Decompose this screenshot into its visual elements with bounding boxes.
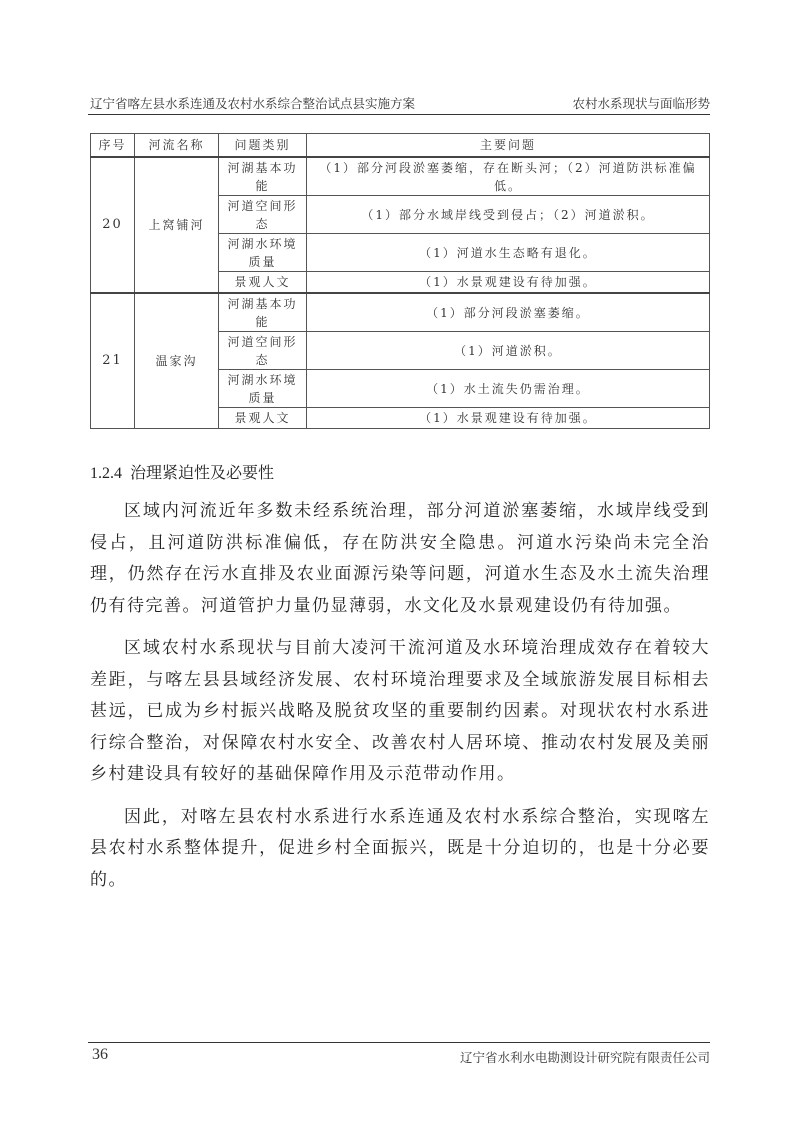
section-title-text: 治理紧迫性及必要性 [130,463,275,482]
section-number: 1.2.4 [90,465,122,482]
issue-description: （1）河道水生态略有退化。 [307,234,710,272]
issue-category: 河道空间形态 [219,332,307,370]
column-header-issue: 主要问题 [307,134,710,158]
row-number: 20 [91,157,135,293]
river-issues-table [90,133,710,429]
row-number: 21 [91,293,135,429]
issue-category: 河湖基本功能 [219,293,307,332]
issue-description: （1）河道淤积。 [307,332,710,370]
header-document-title: 辽宁省喀左县水系连通及农村水系综合整治试点县实施方案 [90,96,416,111]
issue-description: （1）水土流失仍需治理。 [307,370,710,408]
table-header-row [91,134,710,158]
issue-category: 河湖基本功能 [219,157,307,196]
header-chapter-title: 农村水系现状与面临形势 [572,96,710,111]
issue-description: （1）部分河段淤塞萎缩，存在断头河；（2）河道防洪标准偏低。 [307,157,710,196]
body-text [90,496,710,907]
column-header-river: 河流名称 [135,134,219,158]
paragraph: 区域内河流近年多数未经系统治理，部分河道淤塞萎缩，水域岸线受到侵占，且河道防洪标准偏低，存在防洪安全隐患。河道水污染尚未完全治理，仍然存在污水直排及农业面源污染等问题，河道水生态及水土流失治理仍有待完善。河道管护力量仍显薄弱，水文化及水景观建设仍有待加强。 [90,501,710,616]
table-row [91,293,710,332]
footer-organization: 辽宁省水利水电勘测设计研究院有限责任公司 [459,1050,710,1065]
page-header [88,92,710,114]
issue-description: （1）水景观建设有待加强。 [307,272,710,294]
paragraph: 因此，对喀左县农村水系进行水系连通及农村水系综合整治，实现喀左县农村水系整体提升，促进乡村全面振兴，既是十分迫切的，也是十分必要的。 [90,806,710,890]
issue-description: （1）水景观建设有待加强。 [307,408,710,429]
issue-category: 河道空间形态 [219,196,307,234]
column-header-category: 问题类别 [219,134,307,158]
header-divider [88,114,710,115]
river-name: 温家沟 [135,293,219,429]
issue-category: 河湖水环境质量 [219,234,307,272]
footer-divider [88,1042,710,1043]
page-footer [88,1046,710,1066]
paragraph: 区域农村水系现状与目前大凌河干流河道及水环境治理成效存在着较大差距，与喀左县县域经济发展、农村环境治理要求及全域旅游发展目标相去甚远，已成为乡村振兴战略及脱贫攻坚的重要制约因素。对现状农村水系进行综合整治，对保障农村水安全、改善农村人居环境、推动农村发展及美丽乡村建设具有较好的基础保障作用及示范带动作用。 [90,638,710,784]
section-heading [90,460,274,483]
page-number: 36 [92,1046,108,1063]
river-name: 上窝铺河 [135,157,219,293]
column-header-number: 序号 [91,134,135,158]
issue-description: （1）部分水域岸线受到侵占；（2）河道淤积。 [307,196,710,234]
issue-category: 景观人文 [219,408,307,429]
issue-description: （1）部分河段淤塞萎缩。 [307,293,710,332]
issue-category: 景观人文 [219,272,307,294]
issue-category: 河湖水环境质量 [219,370,307,408]
table-row [91,157,710,196]
